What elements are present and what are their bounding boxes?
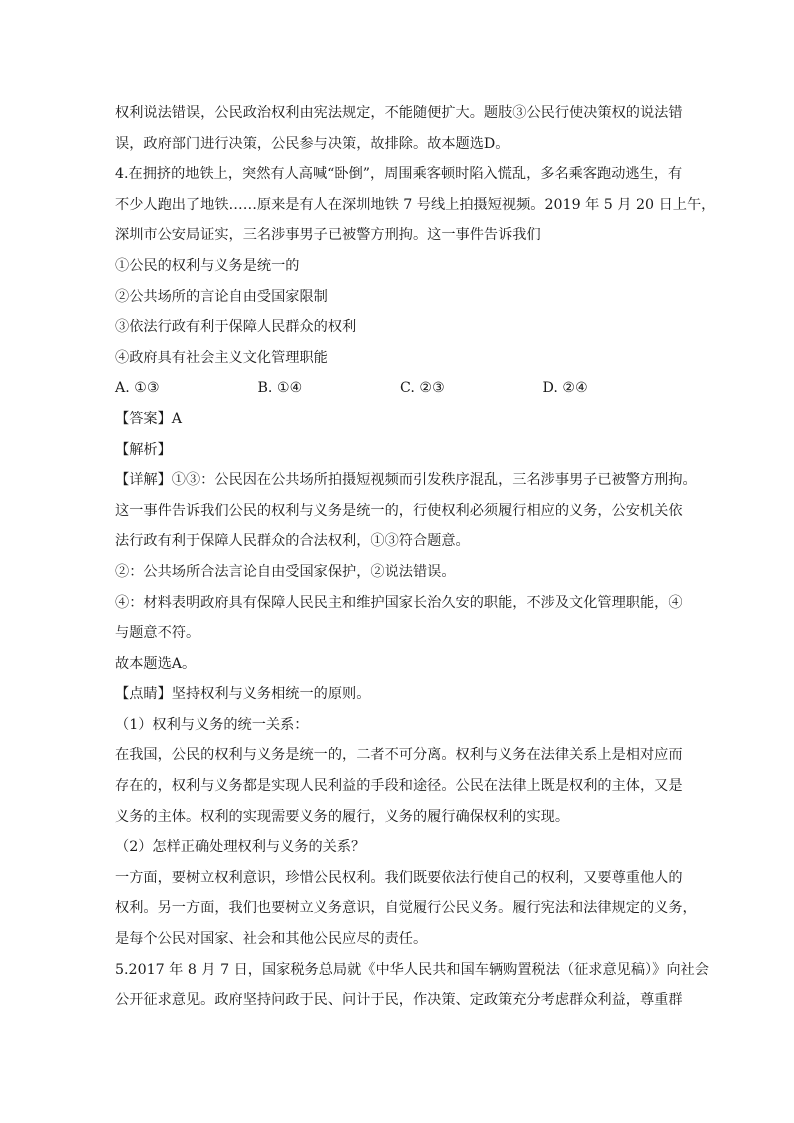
- sub-heading: （2）怎样正确处理权利与义务的关系？: [115, 839, 366, 856]
- detail-text: 这一事件告诉我们公民的权利与义务是统一的，行使权利必须履行相应的义务，公安机关依: [115, 502, 683, 519]
- question-5-stem: 公开征求意见。政府坚持问政于民、问计于民，作决策、定政策充分考虑群众利益，尊重群: [115, 992, 683, 1009]
- sub-heading: （1）权利与义务的统一关系：: [115, 716, 309, 733]
- analysis-label: 【解析】: [115, 441, 172, 458]
- detail-text: 与题意不符。: [115, 625, 201, 642]
- statement-3: ③依法行政有利于保障人民群众的权利: [115, 319, 357, 336]
- question-4-stem: 不少人跑出了地铁……原来是有人在深圳地铁 7 号线上拍摄短视频。2019 年 5 月 20 日上午，: [115, 196, 716, 213]
- option-a: A. ①③: [115, 380, 160, 397]
- statement-4: ④政府具有社会主义文化管理职能: [115, 349, 328, 366]
- body-text: 权利。另一方面，我们也要树立义务意识，自觉履行公民义务。履行宪法和法律规定的义务，: [115, 900, 697, 917]
- detail-text: 【详解】①③：公民因在公共场所拍摄短视频而引发秩序混乱，三名涉事男子已被警方刑拘。: [115, 472, 697, 489]
- detail-text: ②：公共场所合法言论自由受国家保护，②说法错误。: [115, 563, 456, 580]
- statement-2: ②公共场所的言论自由受国家限制: [115, 288, 328, 305]
- conclusion-text: 故本题选A。: [115, 655, 197, 672]
- text-line: 误，政府部门进行决策，公民参与决策，故排除。故本题选D。: [115, 135, 510, 152]
- question-5-stem: 5.2017 年 8 月 7 日，国家税务总局就《中华人民共和国车辆购置税法（征求意见稿）》向社会: [115, 961, 709, 978]
- question-4-stem: 深圳市公安局证实，三名涉事男子已被警方刑拘。这一事件告诉我们: [115, 227, 541, 244]
- option-c: C. ②③: [400, 380, 445, 397]
- answer-options: [115, 373, 685, 404]
- document-page: [115, 98, 716, 1016]
- body-text: 义务的主体。权利的实现需要义务的履行，义务的履行确保权利的实现。: [115, 808, 570, 825]
- key-point-label: 【点睛】坚持权利与义务相统一的原则。: [115, 686, 371, 703]
- body-text: 存在的，权利与义务都是实现人民利益的手段和途径。公民在法律上既是权利的主体，又是: [115, 778, 683, 795]
- text-line: 权利说法错误，公民政治权利由宪法规定，不能随便扩大。题肢③公民行使决策权的说法错: [115, 105, 683, 121]
- option-d: D. ②④: [542, 380, 588, 397]
- statement-1: ①公民的权利与义务是统一的: [115, 257, 300, 274]
- body-text: 在我国，公民的权利与义务是统一的，二者不可分离。权利与义务在法律关系上是相对应而: [115, 747, 683, 764]
- body-text: 一方面，要树立权利意识，珍惜公民权利。我们既要依法行使自己的权利，又要尊重他人的: [115, 869, 683, 886]
- detail-text: 法行政有利于保障人民群众的合法权利，①③符合题意。: [115, 533, 470, 550]
- body-text: 是每个公民对国家、社会和其他公民应尽的责任。: [115, 931, 428, 948]
- detail-text: ④：材料表明政府具有保障人民民主和维护国家长治久安的职能，不涉及文化管理职能，④: [115, 594, 683, 611]
- option-b: B. ①④: [257, 380, 303, 397]
- question-4-stem: 4.在拥挤的地铁上，突然有人高喊“卧倒”，周围乘客顿时陷入慌乱，多名乘客跑动逃生，有: [115, 166, 683, 183]
- answer-label: 【答案】A: [115, 410, 182, 427]
